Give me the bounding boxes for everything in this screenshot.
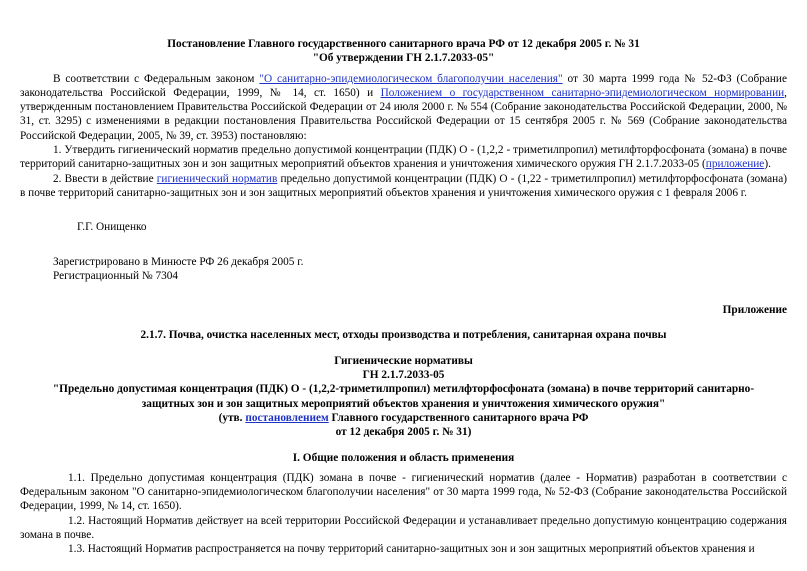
approved-date: от 12 декабря 2005 г. № 31) [335,426,472,439]
item-2-start: 2. Ввести в действие [53,172,157,185]
hygienic-norm-link[interactable]: гигиенический норматив [156,172,278,185]
item-1 [20,143,787,172]
federal-law-link[interactable]: "О санитарно-эпидемиологическом благополучии населения" [259,72,563,85]
clause-1-3: 1.3. Настоящий Норматив распространяется на почву территорий санитарно-защитных зон и зон защитных мероприятий объектов хранения и [68,543,755,556]
document-title: Постановление Главного государственного санитарного врача РФ от 12 декабря 2005 г. № 31 [167,38,640,50]
section-heading: 2.1.7. Почва, очистка населенных мест, отходы производства и потребления, санитарная охрана почвы [140,329,667,342]
registration-line-2: Регистрационный № 7304 [53,269,179,282]
item-1-end: ). [764,158,771,171]
document-subtitle: "Об утверждении ГН 2.1.7.2033-05" [312,52,495,65]
signature: Г.Г. Онищенко [77,221,147,234]
preamble-text-2: от 30 марта 1999 года № 52-ФЗ (Собрание законодательства Российской Федерации, 1999, № 14, ст. 1650) и [20,72,787,99]
appendix-link[interactable]: приложение [705,158,765,171]
norm-title: Гигиенические нормативы [334,354,473,367]
norm-name: "Предельно допустимая концентрация (ПДК) О - (1,2,2-триметилпропил) метилфторфосфоната (зомана) в почве территорий санитарно-защитных зон и зон защитных мероприятий объектов хранения и уничтожения химического оружия" [52,383,755,410]
approved-by [20,411,787,425]
approved-prefix: (утв. [218,411,246,424]
item-1-text: 1. Утвердить гигиенический норматив предельно допустимой концентрации (ПДК) О - (1,2,2 - триметилпропил) метилфторфосфоната (зомана) в почве территорий санитарно-защитных зон и зон защитных мероприятий объектов хранения и уничтожения химического оружия ГН 2.1.7.2033-05 ( [20,144,787,171]
regulation-link[interactable]: Положением о государственном санитарно-эпидемиологическом нормировании [380,86,785,99]
document-page [20,0,787,557]
registration-line-1: Зарегистрировано в Минюсте РФ 26 декабря 2005 г. [53,255,304,268]
clause-1-2: 1.2. Настоящий Норматив действует на всей территории Российской Федерации и устанавливает предельно допустимую концентрацию содержания зомана в почве. [20,514,787,542]
preamble-text-1: В соответствии с Федеральным законом [53,72,260,85]
item-2 [20,172,787,201]
item-2-text: предельно допустимой концентрации (ПДК) О - (1,22 - триметилпропил) метилфторфосфоната (зомана) в почве территорий санитарно-защитных зон и зон защитных мероприятий объектов хранения и уничтожения химического оружия с 1 февраля 2006 г. [20,172,788,199]
clause-1-1: 1.1. Предельно допустимая концентрация (ПДК) зомана в почве - гигиенический норматив (далее - Норматив) разработан в соответствии с Федеральным законом "О санитарно-эпидемиологическом благополучии населения" от 30 марта 1999 года, № 52-ФЗ (Собрание законодательства Российской Федерации, 1999, № 14, ст. 1650). [20,471,787,513]
approved-suffix: Главного государственного санитарного врача РФ [328,411,589,424]
chapter-heading: I. Общие положения и область применения [292,451,515,464]
norm-code: ГН 2.1.7.2033-05 [362,369,445,382]
appendix-label: Приложение [722,304,787,317]
preamble-paragraph [20,72,787,143]
resolution-link[interactable]: постановлением [245,411,329,424]
preamble-text-3: , утвержденным постановлением Правительства Российской Федерации от 24 июля 2000 г. № 554 (Собрание законодательства Российской Федерации, 2000, № 31, ст. 3295) с изменениями в редакции постановления Правительства Российской Федерации от 15 сентября 2005 г. № 569 (Собрание законодательства Российской Федерации, 2005, № 39, ст. 3953) постановляю: [20,86,787,142]
